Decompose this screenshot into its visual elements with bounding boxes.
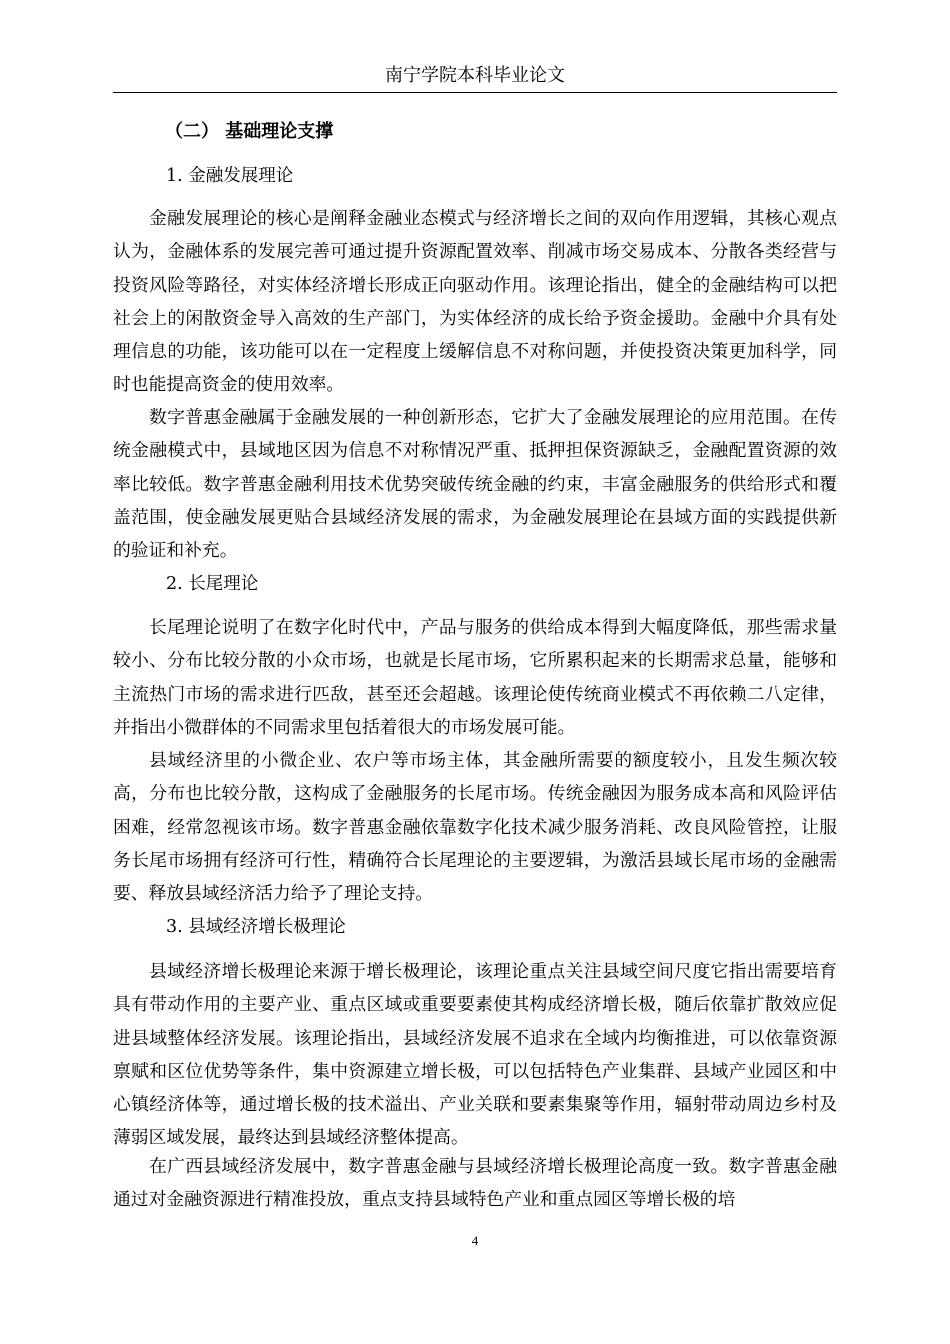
- header-divider: [113, 92, 837, 93]
- paragraph: 数字普惠金融属于金融发展的一种创新形态，它扩大了金融发展理论的应用范围。在传统金融模式中，县域地区因为信息不对称情况严重、抵押担保资源缺乏，金融配置资源的效率比较低。数字普惠金融利用技术优势突破传统金融的约束，丰富金融服务的供给形式和覆盖范围，使金融发展更贴合县域经济发展的需求，为金融发展理论在县域方面的实践提供新的验证和补充。: [113, 407, 837, 562]
- paragraph: 长尾理论说明了在数字化时代中，产品与服务的供给成本得到大幅度降低，那些需求量较小、分布比较分散的小众市场，也就是长尾市场，它所累积起来的长期需求总量，能够和主流热门市场的需求进行匹敌，甚至还会超越。该理论使传统商业模式不再依赖二八定律，并指出小微群体的不同需求里包括着很大的市场发展可能。: [113, 617, 837, 738]
- page-number: 4: [471, 1233, 479, 1248]
- paragraph: 金融发展理论的核心是阐释金融业态模式与经济增长之间的双向作用逻辑，其核心观点认为，金融体系的发展完善可通过提升资源配置效率、削减市场交易成本、分散各类经营与投资风险等路径，对实体经济增长形成正向驱动作用。该理论指出，健全的金融结构可以把社会上的闲散资金导入高效的生产部门，为实体经济的成长给予资金援助。金融中介具有处理信息的功能，该功能可以在一定程度上缓解信息不对称问题，并使投资决策更加科学，同时也能提高资金的使用效率。: [113, 208, 837, 396]
- section-heading: （二） 基础理论支撑: [165, 121, 334, 142]
- subsection-heading: 2. 长尾理论: [166, 574, 259, 594]
- paragraph: 县域经济增长极理论来源于增长极理论，该理论重点关注县域空间尺度它指出需要培育具有带动作用的主要产业、重点区域或重要要素使其构成经济增长极，随后依靠扩散效应促进县域整体经济发展。该理论指出，县域经济发展不追求在全域内均衡推进，可以依靠资源禀赋和区位优势等条件，集中资源建立增长极，可以包括特色产业集群、县域产业园区和中心镇经济体等，通过增长极的技术溢出、产业关联和要素集聚等作用，辐射带动周边乡村及薄弱区域发展，最终达到县域经济整体提高。: [113, 961, 837, 1149]
- page-header: 南宁学院本科毕业论文: [385, 65, 565, 86]
- subsection-heading: 1. 金融发展理论: [166, 166, 294, 186]
- paragraph: 县域经济里的小微企业、农户等市场主体，其金融所需要的额度较小，且发生频次较高，分布也比较分散，这构成了金融服务的长尾市场。传统金融因为服务成本高和风险评估困难，经常忽视该市场。数字普惠金融依靠数字化技术减少服务消耗、改良风险管控，让服务长尾市场拥有经济可行性，精确符合长尾理论的主要逻辑，为激活县域长尾市场的金融需要、释放县域经济活力给予了理论支持。: [113, 750, 837, 905]
- subsection-heading: 3. 县域经济增长极理论: [166, 917, 346, 937]
- paragraph: 在广西县域经济发展中，数字普惠金融与县域经济增长极理论高度一致。数字普惠金融通过对金融资源进行精准投放，重点支持县域特色产业和重点园区等增长极的培: [113, 1156, 837, 1211]
